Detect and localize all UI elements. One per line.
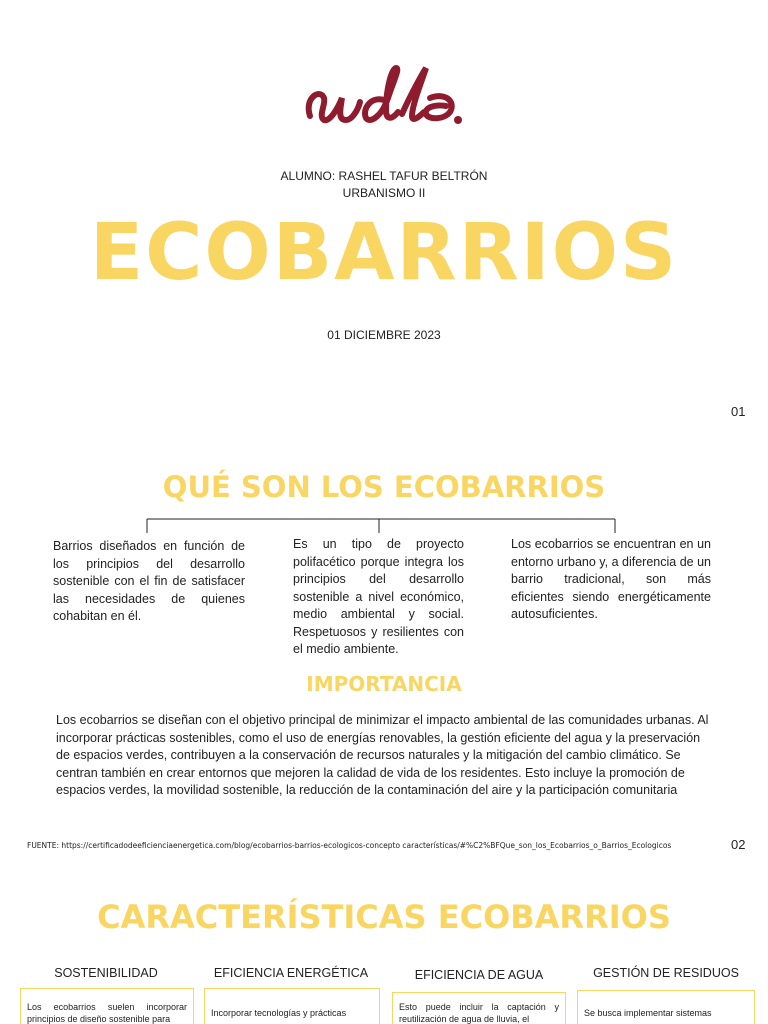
features-title: CARACTERÍSTICAS ECOBARRIOS — [97, 898, 671, 936]
importance-title: IMPORTANCIA — [306, 672, 462, 696]
feature-title-energy: EFICIENCIA ENERGÉTICA — [213, 966, 369, 980]
main-title: ECOBARRIOS — [89, 208, 679, 298]
section-title: QUÉ SON LOS ECOBARRIOS — [162, 470, 606, 504]
feature-title-sustainability: SOSTENIBILIDAD — [54, 966, 158, 980]
source-citation: FUENTE: https://certificadodeeficienciaenergetica.com/blog/ecobarrios-barrios-ecologicos-concepto características/#%C2%BFQue_son_los_Ecobarrios_o_Barrios_Ecologicos — [27, 841, 672, 850]
definition-column-3: Los ecobarrios se encuentran en un entorno urbano y, a diferencia de un barrio tradicional, son más eficientes siendo energéticamente autosuficientes. — [511, 537, 711, 621]
feature-title-waste: GESTIÓN DE RESIDUOS — [593, 966, 739, 980]
importance-text: Los ecobarrios se diseñan con el objetivo principal de minimizar el impacto ambiental de las comunidades urbanas. Al incorporar prácticas sostenibles, como el uso de energías renovables, la gestión eficiente del agua y la preservación de espacios verdes, contribuyen a la conservación de recursos naturales y la mitigación del cambio climático. Se centran también en crear entornos que mejoren la calidad de vida de los residentes. Esto incluye la promoción de espacios verdes, la movilidad sostenible, la reducción de la contaminación del aire y la participación comunitaria — [56, 713, 709, 797]
page-number: 01 — [731, 404, 746, 419]
feature-title-water: EFICIENCIA DE AGUA — [414, 968, 544, 982]
student-name: ALUMNO: RASHEL TAFUR BELTRÓN — [280, 169, 488, 183]
bracket-divider — [140, 516, 620, 534]
udla-logo — [300, 58, 470, 140]
definition-column-2: Es un tipo de proyecto polifacético porque integra los principios del desarrollo sostenible a nivel económico, medio ambiental y social. Respetuosos y resilientes con el medio ambiente. — [293, 537, 464, 656]
page-number-2: 02 — [731, 837, 746, 852]
definition-column-1: Barrios diseñados en función de los principios del desarrollo sostenible con el fin de satisfacer las necesidades de quienes cohabitan en él. — [53, 539, 245, 623]
feature-box-energy: Incorporar tecnologías y prácticas — [204, 988, 380, 1024]
date: 01 DICIEMBRE 2023 — [327, 328, 441, 342]
feature-box-waste: Se busca implementar sistemas — [577, 990, 755, 1024]
feature-box-sustainability: Los ecobarrios suelen incorporar principios de diseño sostenible para — [20, 988, 194, 1024]
feature-box-water: Esto puede incluir la captación y reutilización de agua de lluvia, el — [392, 992, 566, 1024]
course-name: URBANISMO II — [342, 186, 426, 200]
